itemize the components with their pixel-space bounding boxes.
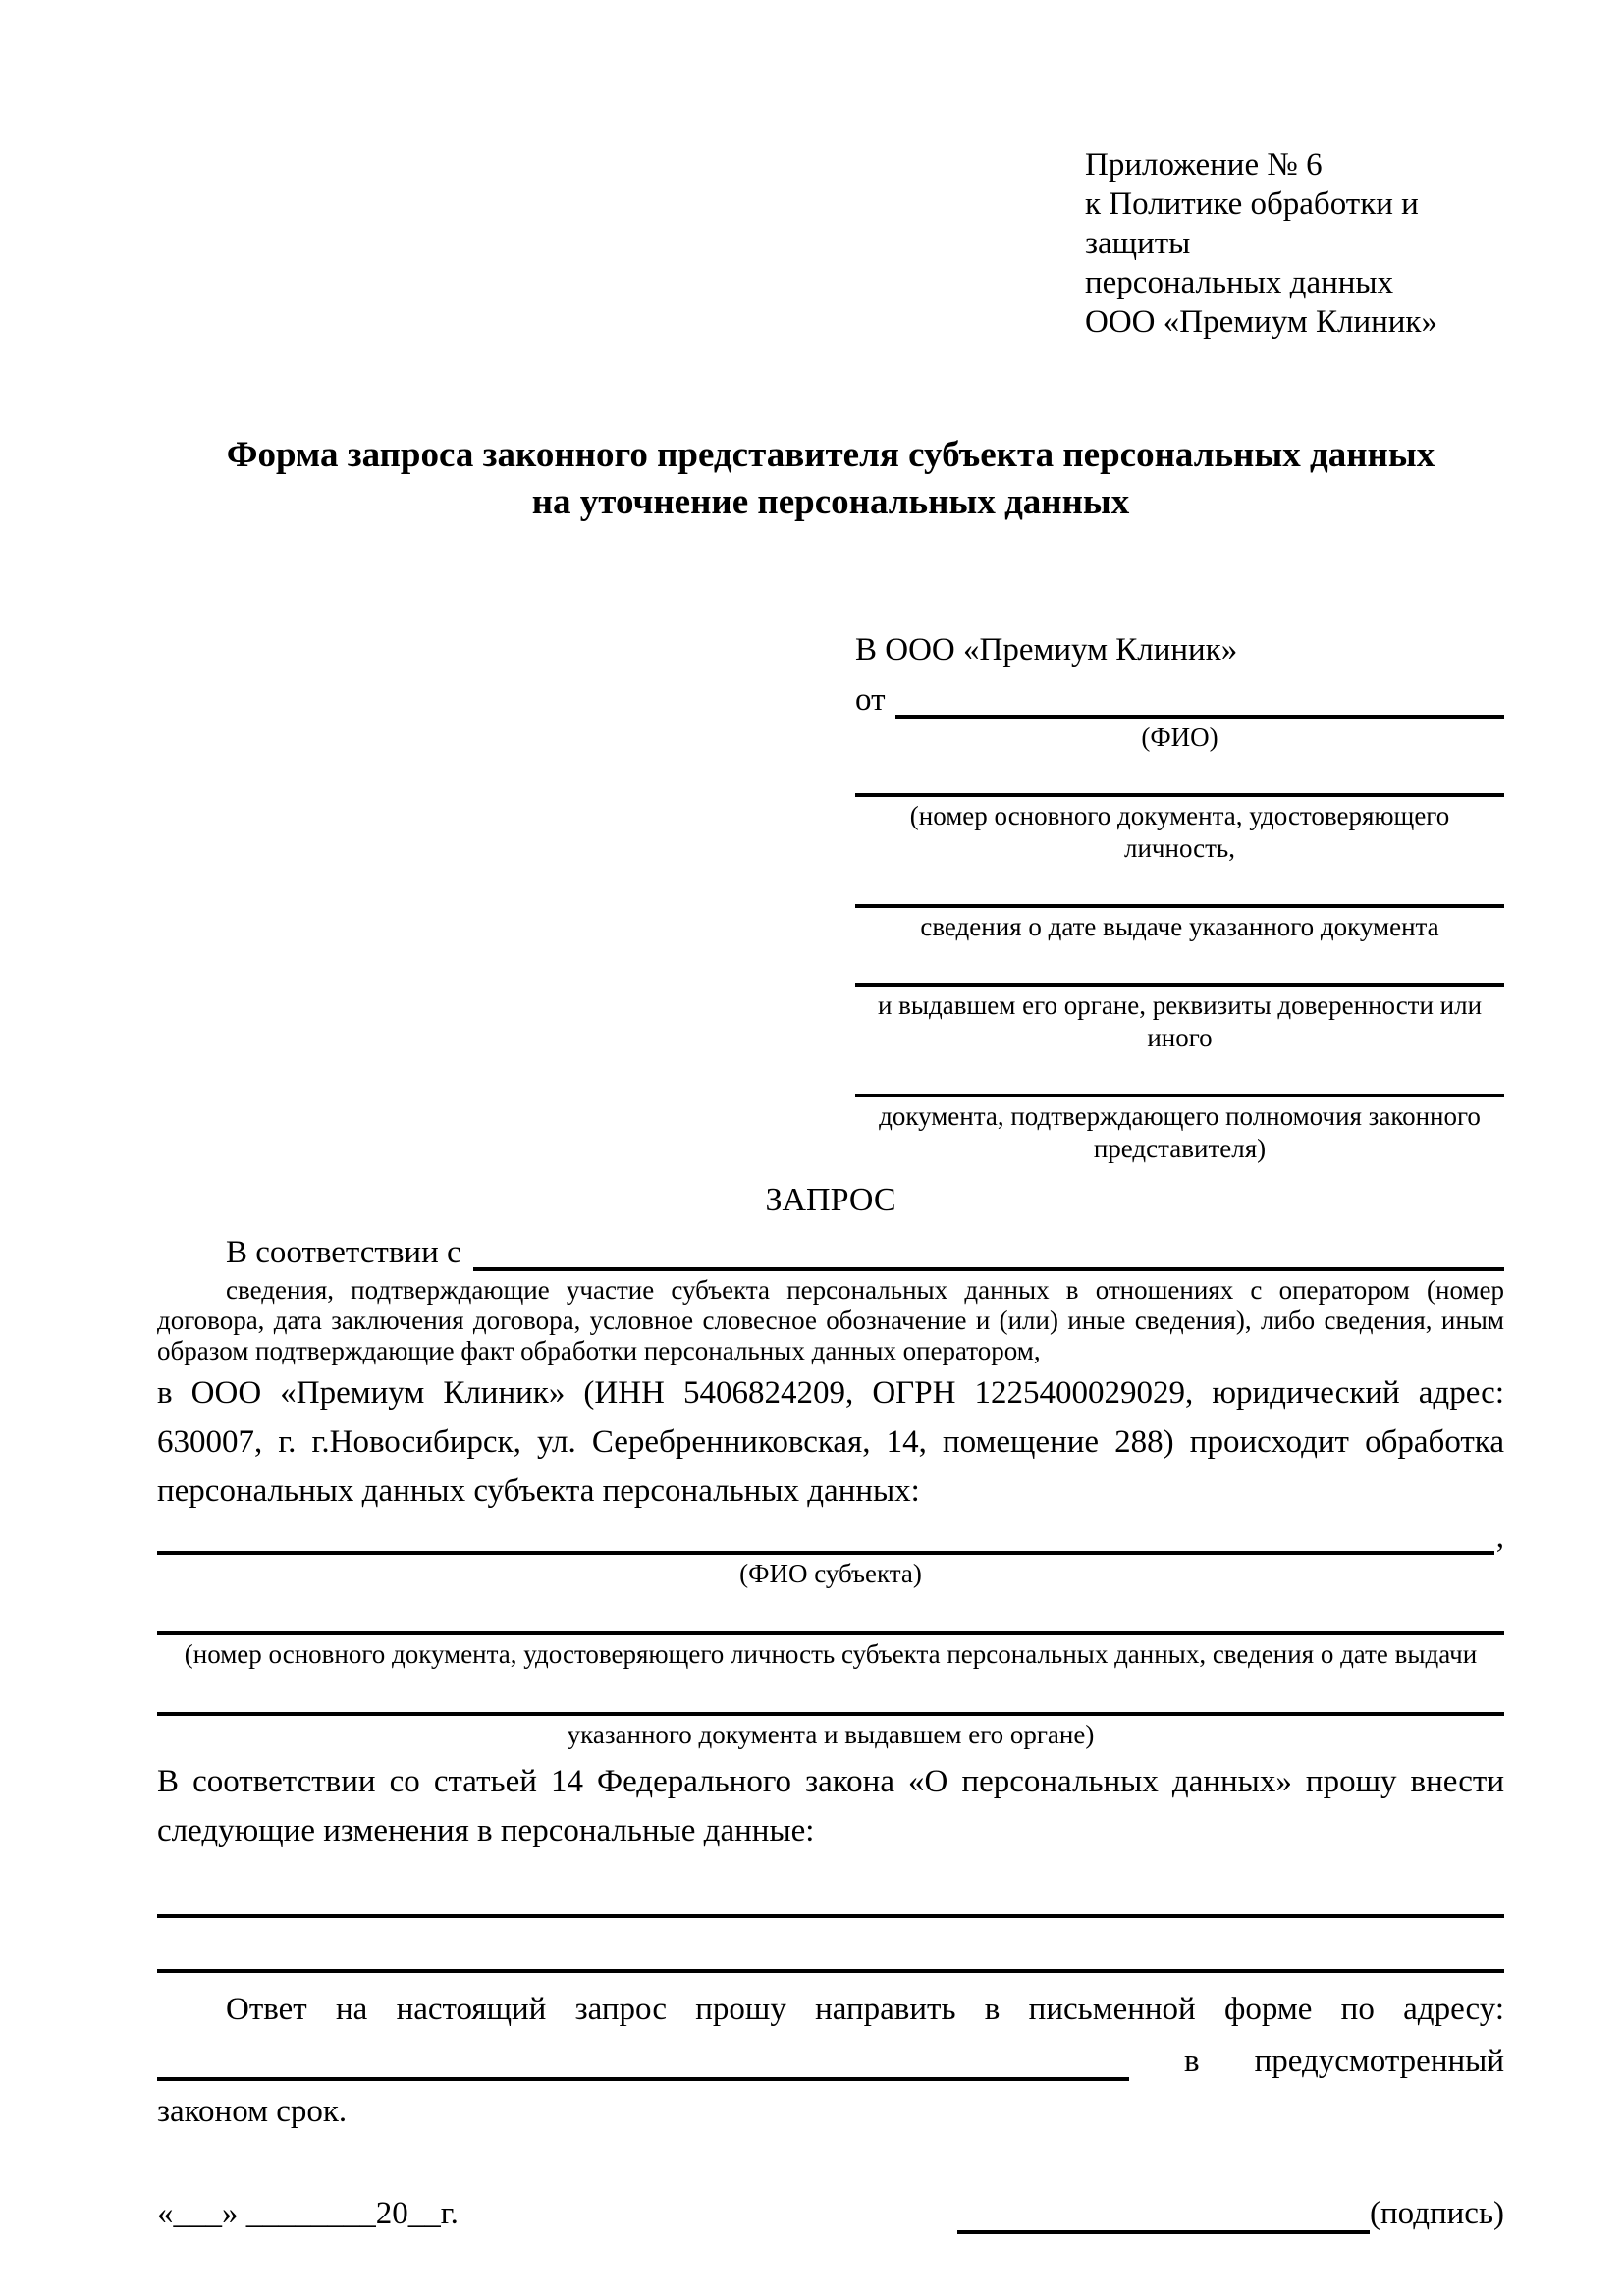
- request-heading: ЗАПРОС: [765, 1182, 896, 1218]
- appendix-line-1: Приложение № 6: [1085, 147, 1323, 183]
- from-row: [855, 679, 1504, 719]
- answer-paragraph: Ответ на настоящий запрос прошу направить в письменной форме по адресу:: [226, 1992, 1504, 2027]
- form-title: [157, 432, 1504, 526]
- subject-doc-blank-line-2: [157, 1682, 1504, 1716]
- representative-fio-blank-line: [895, 715, 1505, 719]
- subject-doc-field-1: [157, 1602, 1504, 1671]
- representative-doc-blank-line-1: [855, 764, 1504, 797]
- appendix-line-2: к Политике обработки и защиты: [1085, 187, 1419, 261]
- representative-doc-field-2: [855, 875, 1504, 943]
- basis-label: В соответствии с: [226, 1235, 461, 1270]
- changes-blank-line-2: [157, 1918, 1504, 1973]
- address-blank-line: [157, 2077, 1129, 2081]
- trailing-comma: ,: [1495, 1520, 1504, 1555]
- basis-row: [157, 1228, 1504, 1271]
- subject-fio-blank-line: [157, 1551, 1494, 1555]
- representative-doc-caption-1: (номер основного документа, удостоверяющего личность,: [909, 801, 1450, 863]
- subject-doc-field-2: [157, 1682, 1504, 1751]
- answer-word-predusmotrennyj: предусмотренный: [1254, 2044, 1504, 2079]
- from-label: от: [855, 682, 886, 718]
- fio-caption: (ФИО): [1141, 722, 1218, 752]
- representative-doc-caption-4: документа, подтверждающего полномочия законного представителя): [879, 1101, 1481, 1163]
- operator-paragraph: в ООО «Премиум Клиник» (ИНН 5406824209, ОГРН 1225400029029, юридический адрес: 630007, г. г.Новосибирск, ул. Серебренниковская, 14, помещение 288) происходит обработка персональных данных субъекта персональных данных:: [157, 1375, 1504, 1509]
- answer-closing: законом срок.: [157, 2094, 348, 2129]
- signature-date-row: [157, 2193, 1504, 2234]
- representative-doc-blank-line-4: [855, 1064, 1504, 1097]
- subject-doc-caption-top: (номер основного документа, удостоверяющего личность субъекта персональных данных, сведения о дате выдачи: [184, 1639, 1478, 1669]
- changes-blank-line-1: [157, 1863, 1504, 1918]
- subject-fio-row: [157, 1516, 1504, 1555]
- signature-block: [957, 2193, 1504, 2234]
- form-title-line-2: на уточнение персональных данных: [531, 482, 1130, 522]
- subject-doc-blank-line-1: [157, 1602, 1504, 1635]
- date-blank: «___» ________20__г.: [157, 2196, 459, 2231]
- appendix-line-3: персональных данных: [1085, 265, 1394, 300]
- basis-footnote: сведения, подтверждающие участие субъекта персональных данных в отношениях с оператором (номер договора, дата заключения договора, условное словесное обозначение и (или) иные сведения), либо сведения, иным образом подтверждающие факт обработки персональных данных оператором,: [157, 1275, 1504, 1365]
- appendix-note: [1085, 145, 1504, 342]
- basis-blank-line: [473, 1267, 1504, 1271]
- representative-doc-field-4: [855, 1064, 1504, 1165]
- answer-word-v: в: [1184, 2044, 1200, 2079]
- representative-doc-blank-line-2: [855, 875, 1504, 908]
- answer-address-row: [157, 2036, 1504, 2081]
- addressee-organization: В ООО «Премиум Клиник»: [855, 632, 1238, 667]
- subject-fio-caption: (ФИО субъекта): [739, 1559, 922, 1588]
- representative-doc-caption-2: сведения о дате выдаче указанного документа: [920, 912, 1439, 941]
- appendix-line-4: ООО «Премиум Клиник»: [1085, 304, 1437, 340]
- representative-doc-blank-line-3: [855, 953, 1504, 987]
- representative-doc-field-3: [855, 953, 1504, 1054]
- addressee-block: [855, 630, 1504, 1165]
- subject-doc-caption-bottom: указанного документа и выдавшем его органе): [567, 1720, 1095, 1749]
- representative-doc-field-1: [855, 764, 1504, 865]
- signature-blank-line: [957, 2197, 1370, 2234]
- form-title-line-1: Форма запроса законного представителя субъекта персональных данных: [226, 435, 1435, 475]
- document-content: [157, 145, 1504, 2234]
- representative-doc-caption-3: и выдавшем его органе, реквизиты доверенности или иного: [877, 990, 1483, 1052]
- law-paragraph: В соответствии со статьей 14 Федерального закона «О персональных данных» прошу внести следующие изменения в персональные данные:: [157, 1764, 1504, 1848]
- signature-caption: (подпись): [1370, 2196, 1504, 2231]
